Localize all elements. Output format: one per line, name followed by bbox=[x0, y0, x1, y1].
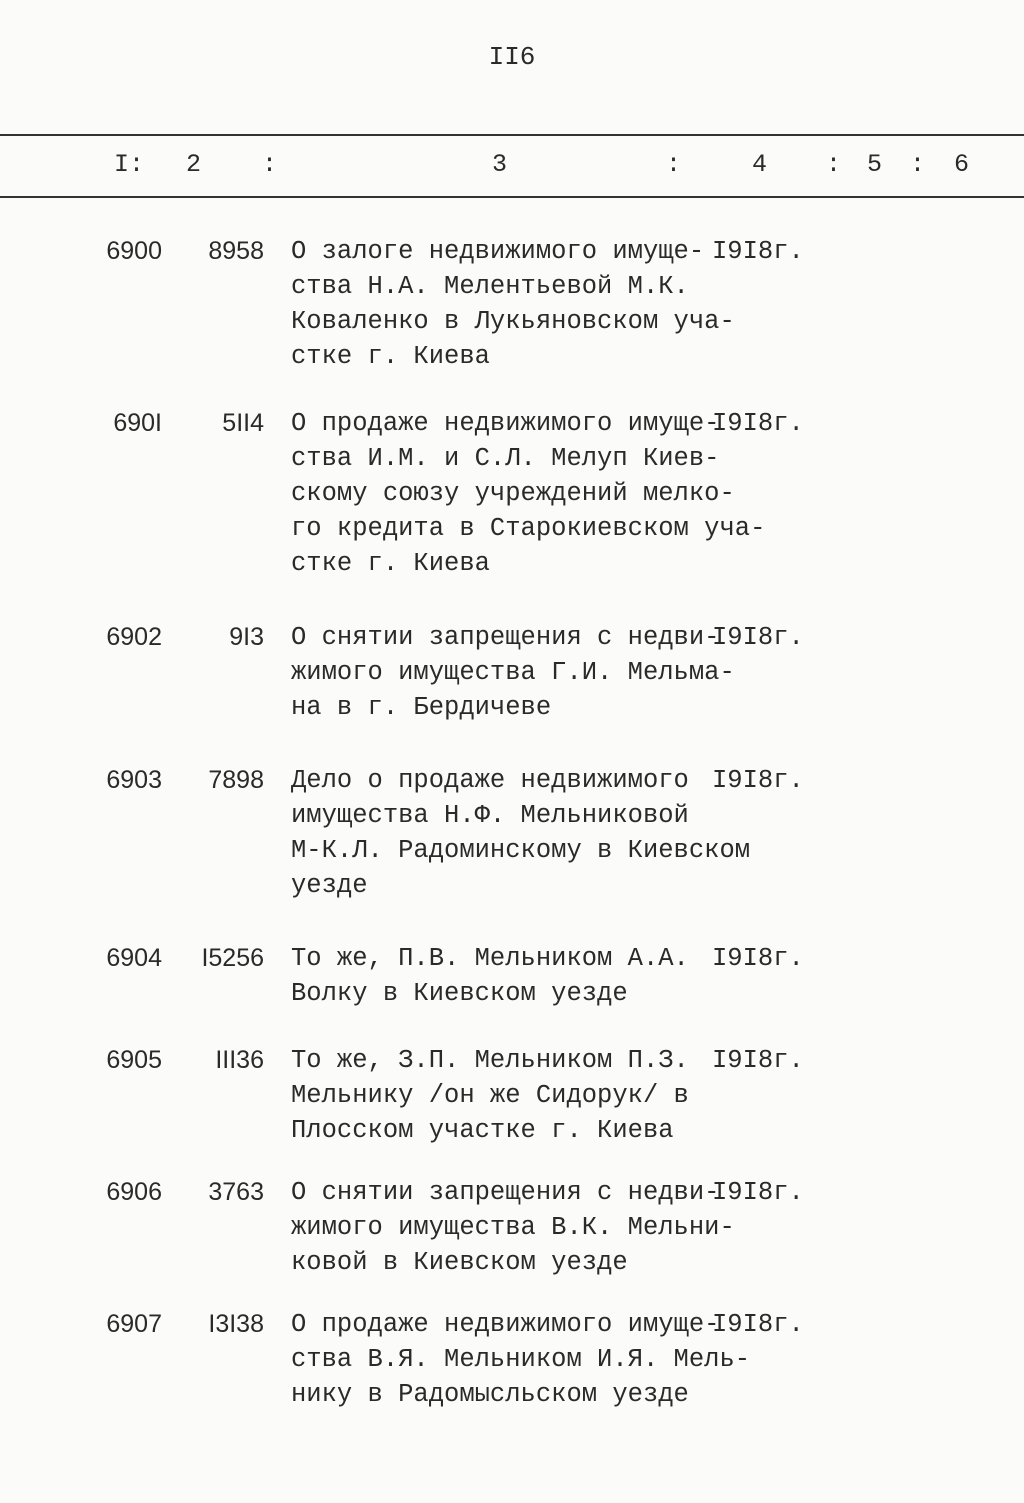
entry-year: I9I8г. bbox=[712, 1178, 804, 1207]
entry-description bbox=[291, 1175, 735, 1280]
entry-number: 6900 bbox=[106, 237, 162, 265]
entry-description bbox=[291, 620, 735, 725]
description-line: О продаже недвижимого имуще- bbox=[291, 409, 720, 438]
description-line: нику в Радомысльском уезде bbox=[291, 1380, 689, 1409]
entry-number: 690I bbox=[113, 409, 162, 437]
description-line: О продаже недвижимого имуще- bbox=[291, 1310, 720, 1339]
description-line: Плосском участке г. Киева bbox=[291, 1116, 674, 1145]
description-line: О снятии запрещения с недви- bbox=[291, 623, 720, 652]
description-line: М-К.Л. Радоминскому в Киевском bbox=[291, 836, 751, 865]
entry-year: I9I8г. bbox=[712, 237, 804, 266]
header-top-rule bbox=[0, 134, 1024, 136]
file-number: 9I3 bbox=[229, 623, 264, 651]
entry-description bbox=[291, 1307, 750, 1412]
entry-description bbox=[291, 234, 735, 374]
header-col-6: 6 bbox=[954, 150, 970, 179]
entry-year: I9I8г. bbox=[712, 1046, 804, 1075]
entry-year: I9I8г. bbox=[712, 944, 804, 973]
description-line: стке г. Киева bbox=[291, 342, 490, 371]
entry-description bbox=[291, 1043, 689, 1148]
description-line: Волку в Киевском уезде bbox=[291, 979, 628, 1008]
description-line: Коваленко в Лукьяновском уча- bbox=[291, 307, 735, 336]
entry-description bbox=[291, 941, 689, 1011]
header-sep: : bbox=[910, 150, 926, 179]
entry-number: 6906 bbox=[106, 1178, 162, 1206]
description-line: ства В.Я. Мельником И.Я. Мель- bbox=[291, 1345, 751, 1374]
file-number: 7898 bbox=[208, 766, 264, 794]
description-line: скому союзу учреждений мелко- bbox=[291, 479, 735, 508]
header-bottom-rule bbox=[0, 196, 1024, 198]
file-number: 5II4 bbox=[222, 409, 264, 437]
header-col-2: 2 bbox=[186, 150, 202, 179]
header-sep: : bbox=[826, 150, 842, 179]
file-number: I3I38 bbox=[208, 1310, 264, 1338]
file-number: 8958 bbox=[208, 237, 264, 265]
header-col-4: 4 bbox=[752, 150, 768, 179]
description-line: ковой в Киевском уезде bbox=[291, 1248, 628, 1277]
header-col-1: I: bbox=[114, 150, 145, 179]
entry-number: 6902 bbox=[106, 623, 162, 651]
page-number: II6 bbox=[488, 42, 536, 72]
entry-year: I9I8г. bbox=[712, 766, 804, 795]
file-number: I5256 bbox=[201, 944, 264, 972]
entry-year: I9I8г. bbox=[712, 623, 804, 652]
description-line: Дело о продаже недвижимого bbox=[291, 766, 689, 795]
header-sep: : bbox=[666, 150, 682, 179]
description-line: О снятии запрещения с недви- bbox=[291, 1178, 720, 1207]
header-sep: : bbox=[262, 150, 278, 179]
entry-year: I9I8г. bbox=[712, 1310, 804, 1339]
description-line: го кредита в Старокиевском уча- bbox=[291, 514, 766, 543]
entry-number: 6903 bbox=[106, 766, 162, 794]
entry-number: 6907 bbox=[106, 1310, 162, 1338]
description-line: жимого имущества Г.И. Мельма- bbox=[291, 658, 735, 687]
description-line: имущества Н.Ф. Мельниковой bbox=[291, 801, 689, 830]
description-line: Мельнику /он же Сидорук/ в bbox=[291, 1081, 689, 1110]
entry-number: 6905 bbox=[106, 1046, 162, 1074]
description-line: То же, П.В. Мельником А.А. bbox=[291, 944, 689, 973]
entry-description bbox=[291, 406, 765, 581]
header-col-5: 5 bbox=[867, 150, 883, 179]
entry-year: I9I8г. bbox=[712, 409, 804, 438]
entry-description bbox=[291, 763, 750, 903]
description-line: на в г. Бердичеве bbox=[291, 693, 552, 722]
description-line: ства Н.А. Мелентьевой М.К. bbox=[291, 272, 689, 301]
description-line: уезде bbox=[291, 871, 368, 900]
header-col-3: 3 bbox=[492, 150, 508, 179]
entry-number: 6904 bbox=[106, 944, 162, 972]
file-number: 3763 bbox=[208, 1178, 264, 1206]
file-number: III36 bbox=[215, 1046, 264, 1074]
description-line: То же, З.П. Мельником П.З. bbox=[291, 1046, 689, 1075]
description-line: О залоге недвижимого имуще- bbox=[291, 237, 705, 266]
description-line: ства И.М. и С.Л. Мелуп Киев- bbox=[291, 444, 720, 473]
description-line: жимого имущества В.К. Мельни- bbox=[291, 1213, 735, 1242]
description-line: стке г. Киева bbox=[291, 549, 490, 578]
